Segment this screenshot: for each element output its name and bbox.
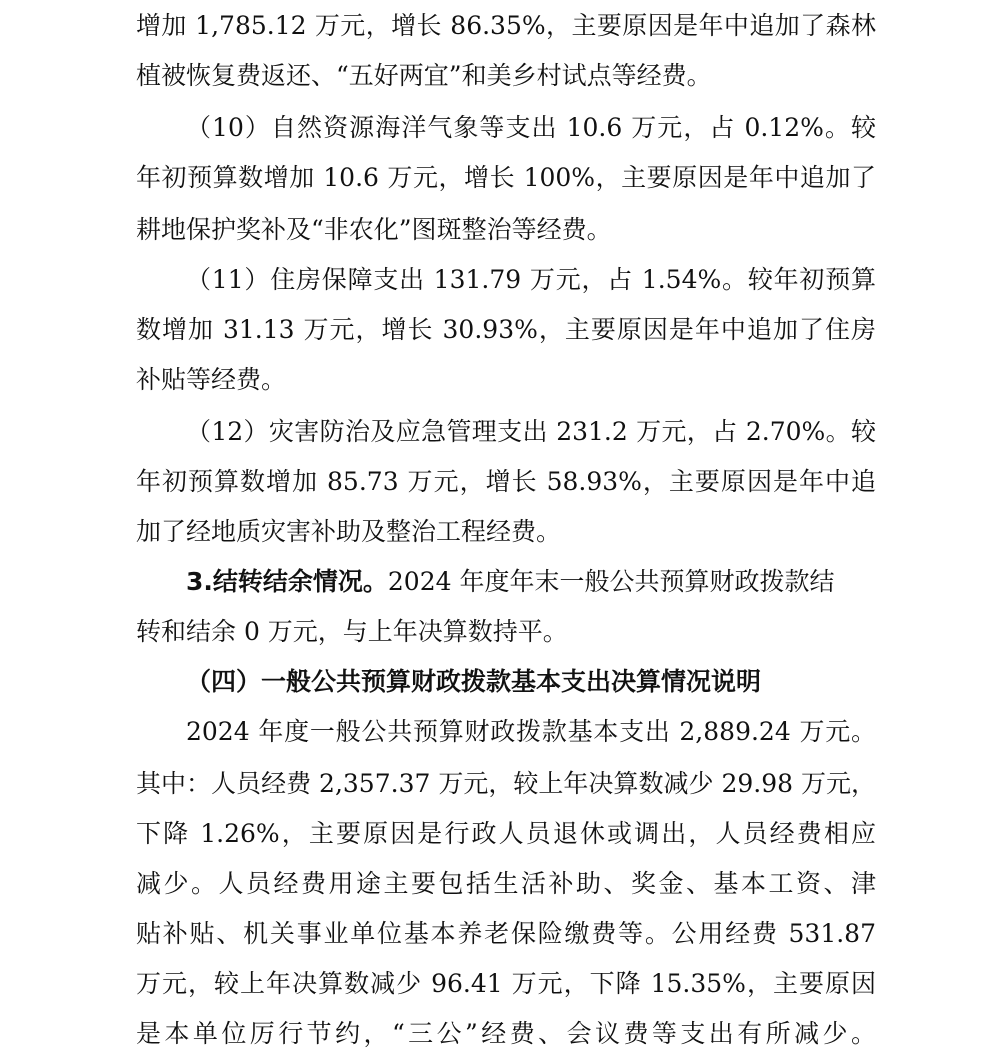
text-line: 贴补贴、机关事业单位基本养老保险缴费等。公用经费 531.87 (136, 919, 876, 948)
text-line: 耕地保护奖补及“非农化”图斑整治等经费。 (136, 215, 612, 244)
text-line: 2024 年度一般公共预算财政拨款基本支出 2,889.24 万元。 (186, 717, 876, 746)
text-line: （11）住房保障支出 131.79 万元，占 1.54%。较年初预算 (186, 265, 876, 294)
text-line: 补贴等经费。 (136, 365, 287, 394)
text-line: 转和结余 0 万元，与上年决算数持平。 (136, 617, 568, 646)
text-line (186, 556, 876, 608)
text-line: 万元，较上年决算数减少 96.41 万元，下降 15.35%，主要原因 (136, 969, 876, 998)
text-line: 是本单位厉行节约，“三公”经费、会议费等支出有所减少。 (136, 1019, 876, 1048)
section-heading: （四）一般公共预算财政拨款基本支出决算情况说明 (186, 667, 762, 696)
text-line: （12）灾害防治及应急管理支出 231.2 万元，占 2.70%。较 (186, 417, 876, 446)
section-label: 3.结转结余情况。 (186, 567, 388, 596)
text-line: 增加 1,785.12 万元，增长 86.35%，主要原因是年中追加了森林 (136, 11, 876, 40)
text-line: 加了经地质灾害补助及整治工程经费。 (136, 517, 562, 546)
text-line: （10）自然资源海洋气象等支出 10.6 万元，占 0.12%。较 (186, 113, 876, 142)
text-line: 年初预算数增加 85.73 万元，增长 58.93%，主要原因是年中追 (136, 467, 876, 496)
text-line: 减少。人员经费用途主要包括生活补助、奖金、基本工资、津 (136, 869, 876, 898)
text-line: 年初预算数增加 10.6 万元，增长 100%，主要原因是年中追加了 (136, 163, 876, 192)
text-line: 下降 1.26%，主要原因是行政人员退休或调出，人员经费相应 (136, 819, 876, 848)
text-line: 其中：人员经费 2,357.37 万元，较上年决算数减少 29.98 万元， (136, 769, 876, 798)
text-line: 植被恢复费返还、“五好两宜”和美乡村试点等经费。 (136, 61, 712, 90)
text-line: 数增加 31.13 万元，增长 30.93%，主要原因是年中追加了住房 (136, 315, 876, 344)
text-line-body: 2024 年度年末一般公共预算财政拨款结 (387, 567, 835, 596)
